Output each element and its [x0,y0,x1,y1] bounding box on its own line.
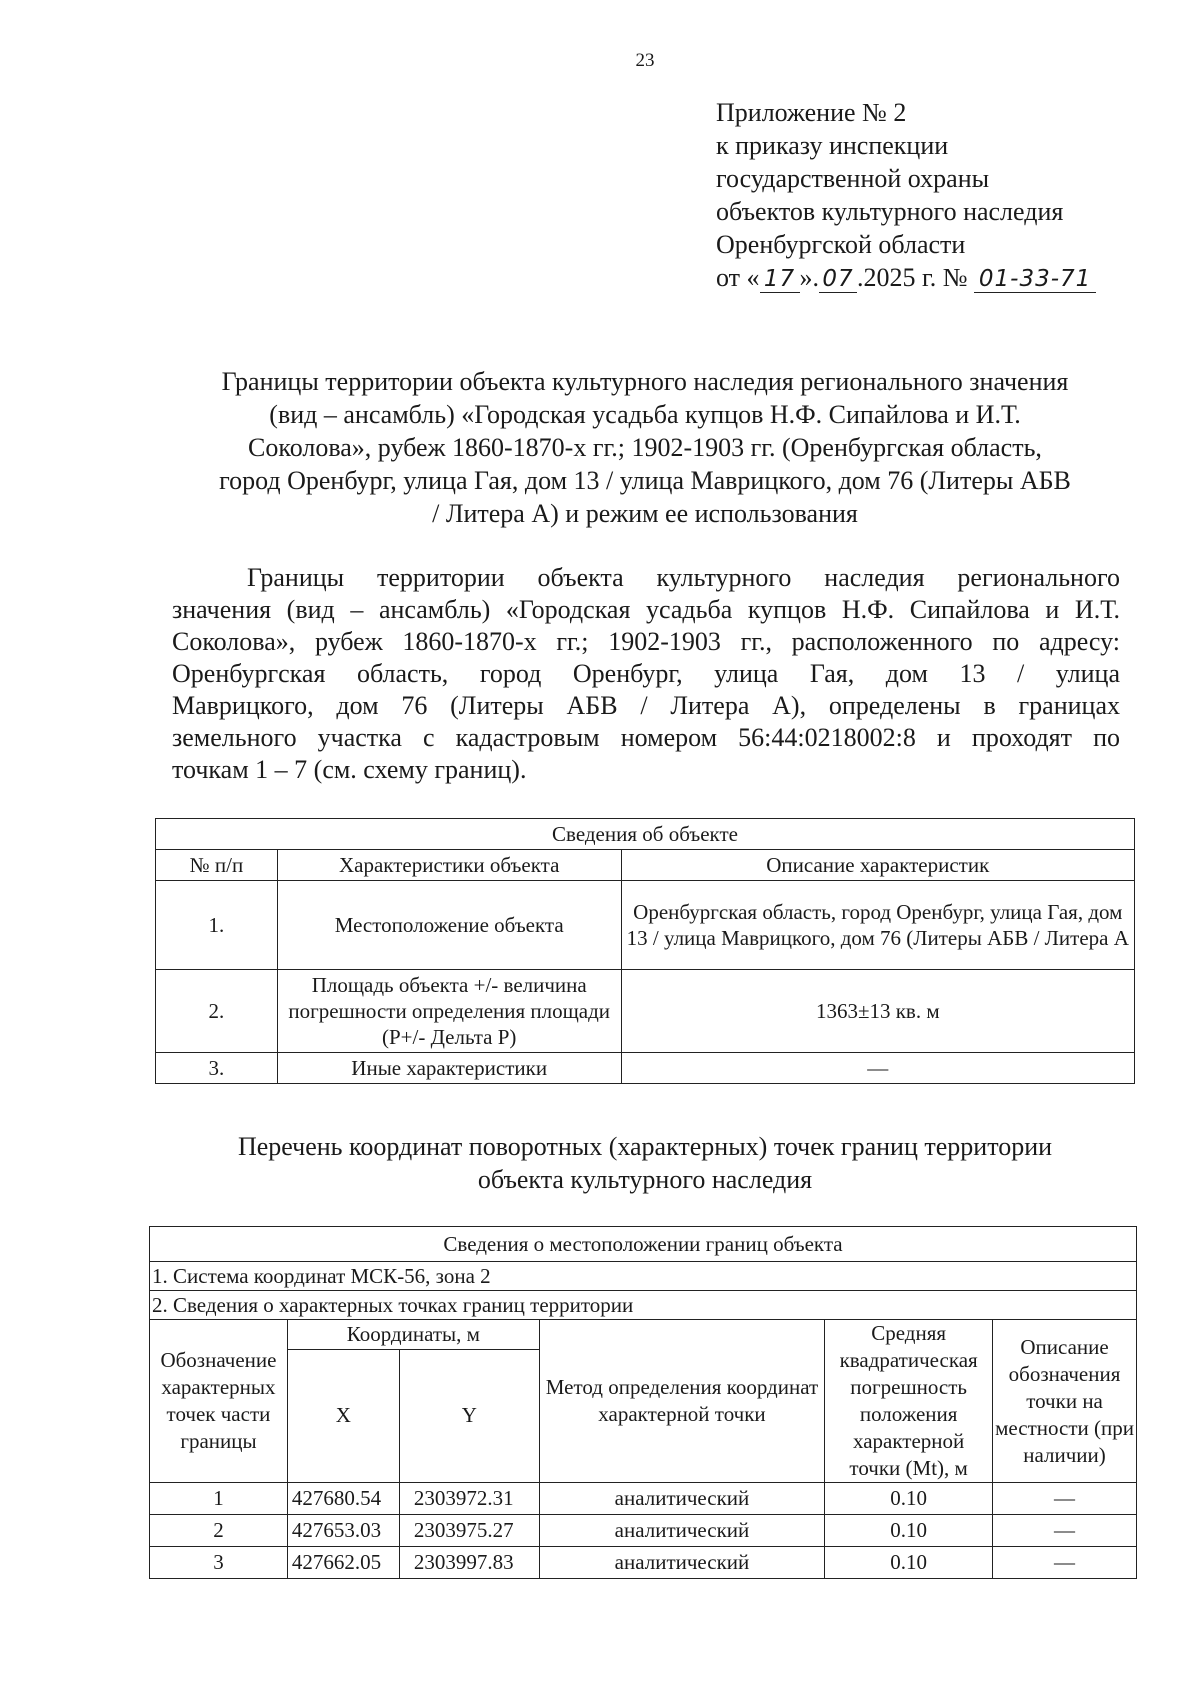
table-row [156,881,1135,970]
point-label: 3 [150,1547,288,1579]
header-coordinates: Координаты, м [287,1320,539,1350]
description-value: — [993,1515,1137,1547]
header-method: Метод определения координат характерной точки [539,1320,824,1483]
page-number: 23 [635,50,655,71]
body-line-6: земельного участка с кадастровым номером 56:44:0218002:8 и проходят по [172,723,1120,752]
title-line-5: / Литера А) и режим ее использования [432,499,858,528]
row-num: 3. [156,1053,278,1084]
method-value: аналитический [539,1483,824,1515]
date-prefix: от « [716,263,760,292]
appendix-line-5: Оренбургской области [716,230,966,259]
method-value: аналитический [539,1547,824,1579]
row-characteristic: Иные характеристики [277,1053,621,1084]
description-value: — [993,1483,1137,1515]
header-y: Y [399,1349,539,1482]
appendix-header [716,96,1096,294]
table-row [156,1053,1135,1084]
coords-title-line-1: Перечень координат поворотных (характерных) точек границ территории [237,1132,1053,1161]
row-num: 1. [156,881,278,970]
x-value: 427662.05 [287,1547,399,1579]
appendix-date-line [716,261,1096,294]
table-caption-row [156,819,1135,850]
row-description: — [621,1053,1134,1084]
appendix-line-1: Приложение № 2 [716,98,907,127]
object-info-table [155,818,1135,1084]
row-description: 1363±13 кв. м [621,970,1134,1053]
error-value: 0.10 [825,1547,993,1579]
header-x: X [287,1349,399,1482]
header-point: Обозначение характерных точек части границы [150,1320,288,1483]
date-day-handwritten: 17 [760,266,800,293]
points-section-row [150,1291,1137,1320]
table-row [150,1483,1137,1515]
table-row [150,1547,1137,1579]
coordinate-system-row [150,1262,1137,1291]
method-value: аналитический [539,1515,824,1547]
body-line-5: Маврицкого, дом 76 (Литеры АБВ / Литера А), определены в границах [172,691,1120,720]
body-paragraph [172,562,1120,786]
body-line-7: точкам 1 – 7 (см. схему границ). [172,755,527,784]
coordinate-system: 1. Система координат МСК-56, зона 2 [150,1262,1137,1291]
date-suffix: .2025 г. № [857,263,968,292]
title-line-4: город Оренбург, улица Гая, дом 13 / улица Маврицкого, дом 76 (Литеры АБВ [219,466,1071,495]
header-characteristic: Характеристики объекта [277,850,621,881]
appendix-line-2: к приказу инспекции [716,131,949,160]
coordinates-table [149,1226,1137,1579]
row-num: 2. [156,970,278,1053]
coordinates-section-title [160,1130,1130,1196]
title-line-1: Границы территории объекта культурного наследия регионального значения [221,367,1069,396]
title-line-3: Соколова», рубеж 1860-1870-х гг.; 1902-1903 гг. (Оренбургская область, [248,433,1042,462]
y-value: 2303997.83 [399,1547,539,1579]
points-section-label: 2. Сведения о характерных точках границ территории [150,1291,1137,1320]
description-value: — [993,1547,1137,1579]
row-characteristic: Местоположение объекта [277,881,621,970]
body-line-4: Оренбургская область, город Оренбург, улица Гая, дом 13 / улица [172,659,1120,688]
coord-table-caption: Сведения о местоположении границ объекта [150,1227,1137,1262]
point-label: 2 [150,1515,288,1547]
order-number-handwritten: 01-33-71 [974,266,1096,293]
date-mid: ». [799,263,820,292]
appendix-line-3: государственной охраны [716,164,990,193]
date-month-handwritten: 07 [819,266,857,293]
x-value: 427680.54 [287,1483,399,1515]
table-caption-row [150,1227,1137,1262]
header-num: № п/п [156,850,278,881]
appendix-line-4: объектов культурного наследия [716,197,1064,226]
row-characteristic: Площадь объекта +/- величина погрешности определения площади (P+/- Дельта P) [277,970,621,1053]
x-value: 427653.03 [287,1515,399,1547]
title-line-2: (вид – ансамбль) «Городская усадьба купцов Н.Ф. Сипайлова и И.Т. [269,400,1021,429]
y-value: 2303972.31 [399,1483,539,1515]
body-line-1: Границы территории объекта культурного наследия регионального [247,563,1120,592]
point-label: 1 [150,1483,288,1515]
error-value: 0.10 [825,1515,993,1547]
header-error: Средняя квадратическая погрешность положения характерной точки (Mt), м [825,1320,993,1483]
row-description: Оренбургская область, город Оренбург, улица Гая, дом 13 / улица Маврицкого, дом 76 (Литеры АБВ / Литера А [621,881,1134,970]
table-header-row [150,1320,1137,1350]
body-line-2: значения (вид – ансамбль) «Городская усадьба купцов Н.Ф. Сипайлова и И.Т. [172,595,1120,624]
table-header-row [156,850,1135,881]
error-value: 0.10 [825,1483,993,1515]
table-row [150,1515,1137,1547]
table-row [156,970,1135,1053]
object-table-caption: Сведения об объекте [156,819,1135,850]
document-title [160,365,1130,530]
header-description: Описание обозначения точки на местности (при наличии) [993,1320,1137,1483]
header-description: Описание характеристик [621,850,1134,881]
body-line-3: Соколова», рубеж 1860-1870-х гг.; 1902-1903 гг., расположенного по адресу: [172,627,1120,656]
coords-title-line-2: объекта культурного наследия [477,1165,813,1194]
y-value: 2303975.27 [399,1515,539,1547]
